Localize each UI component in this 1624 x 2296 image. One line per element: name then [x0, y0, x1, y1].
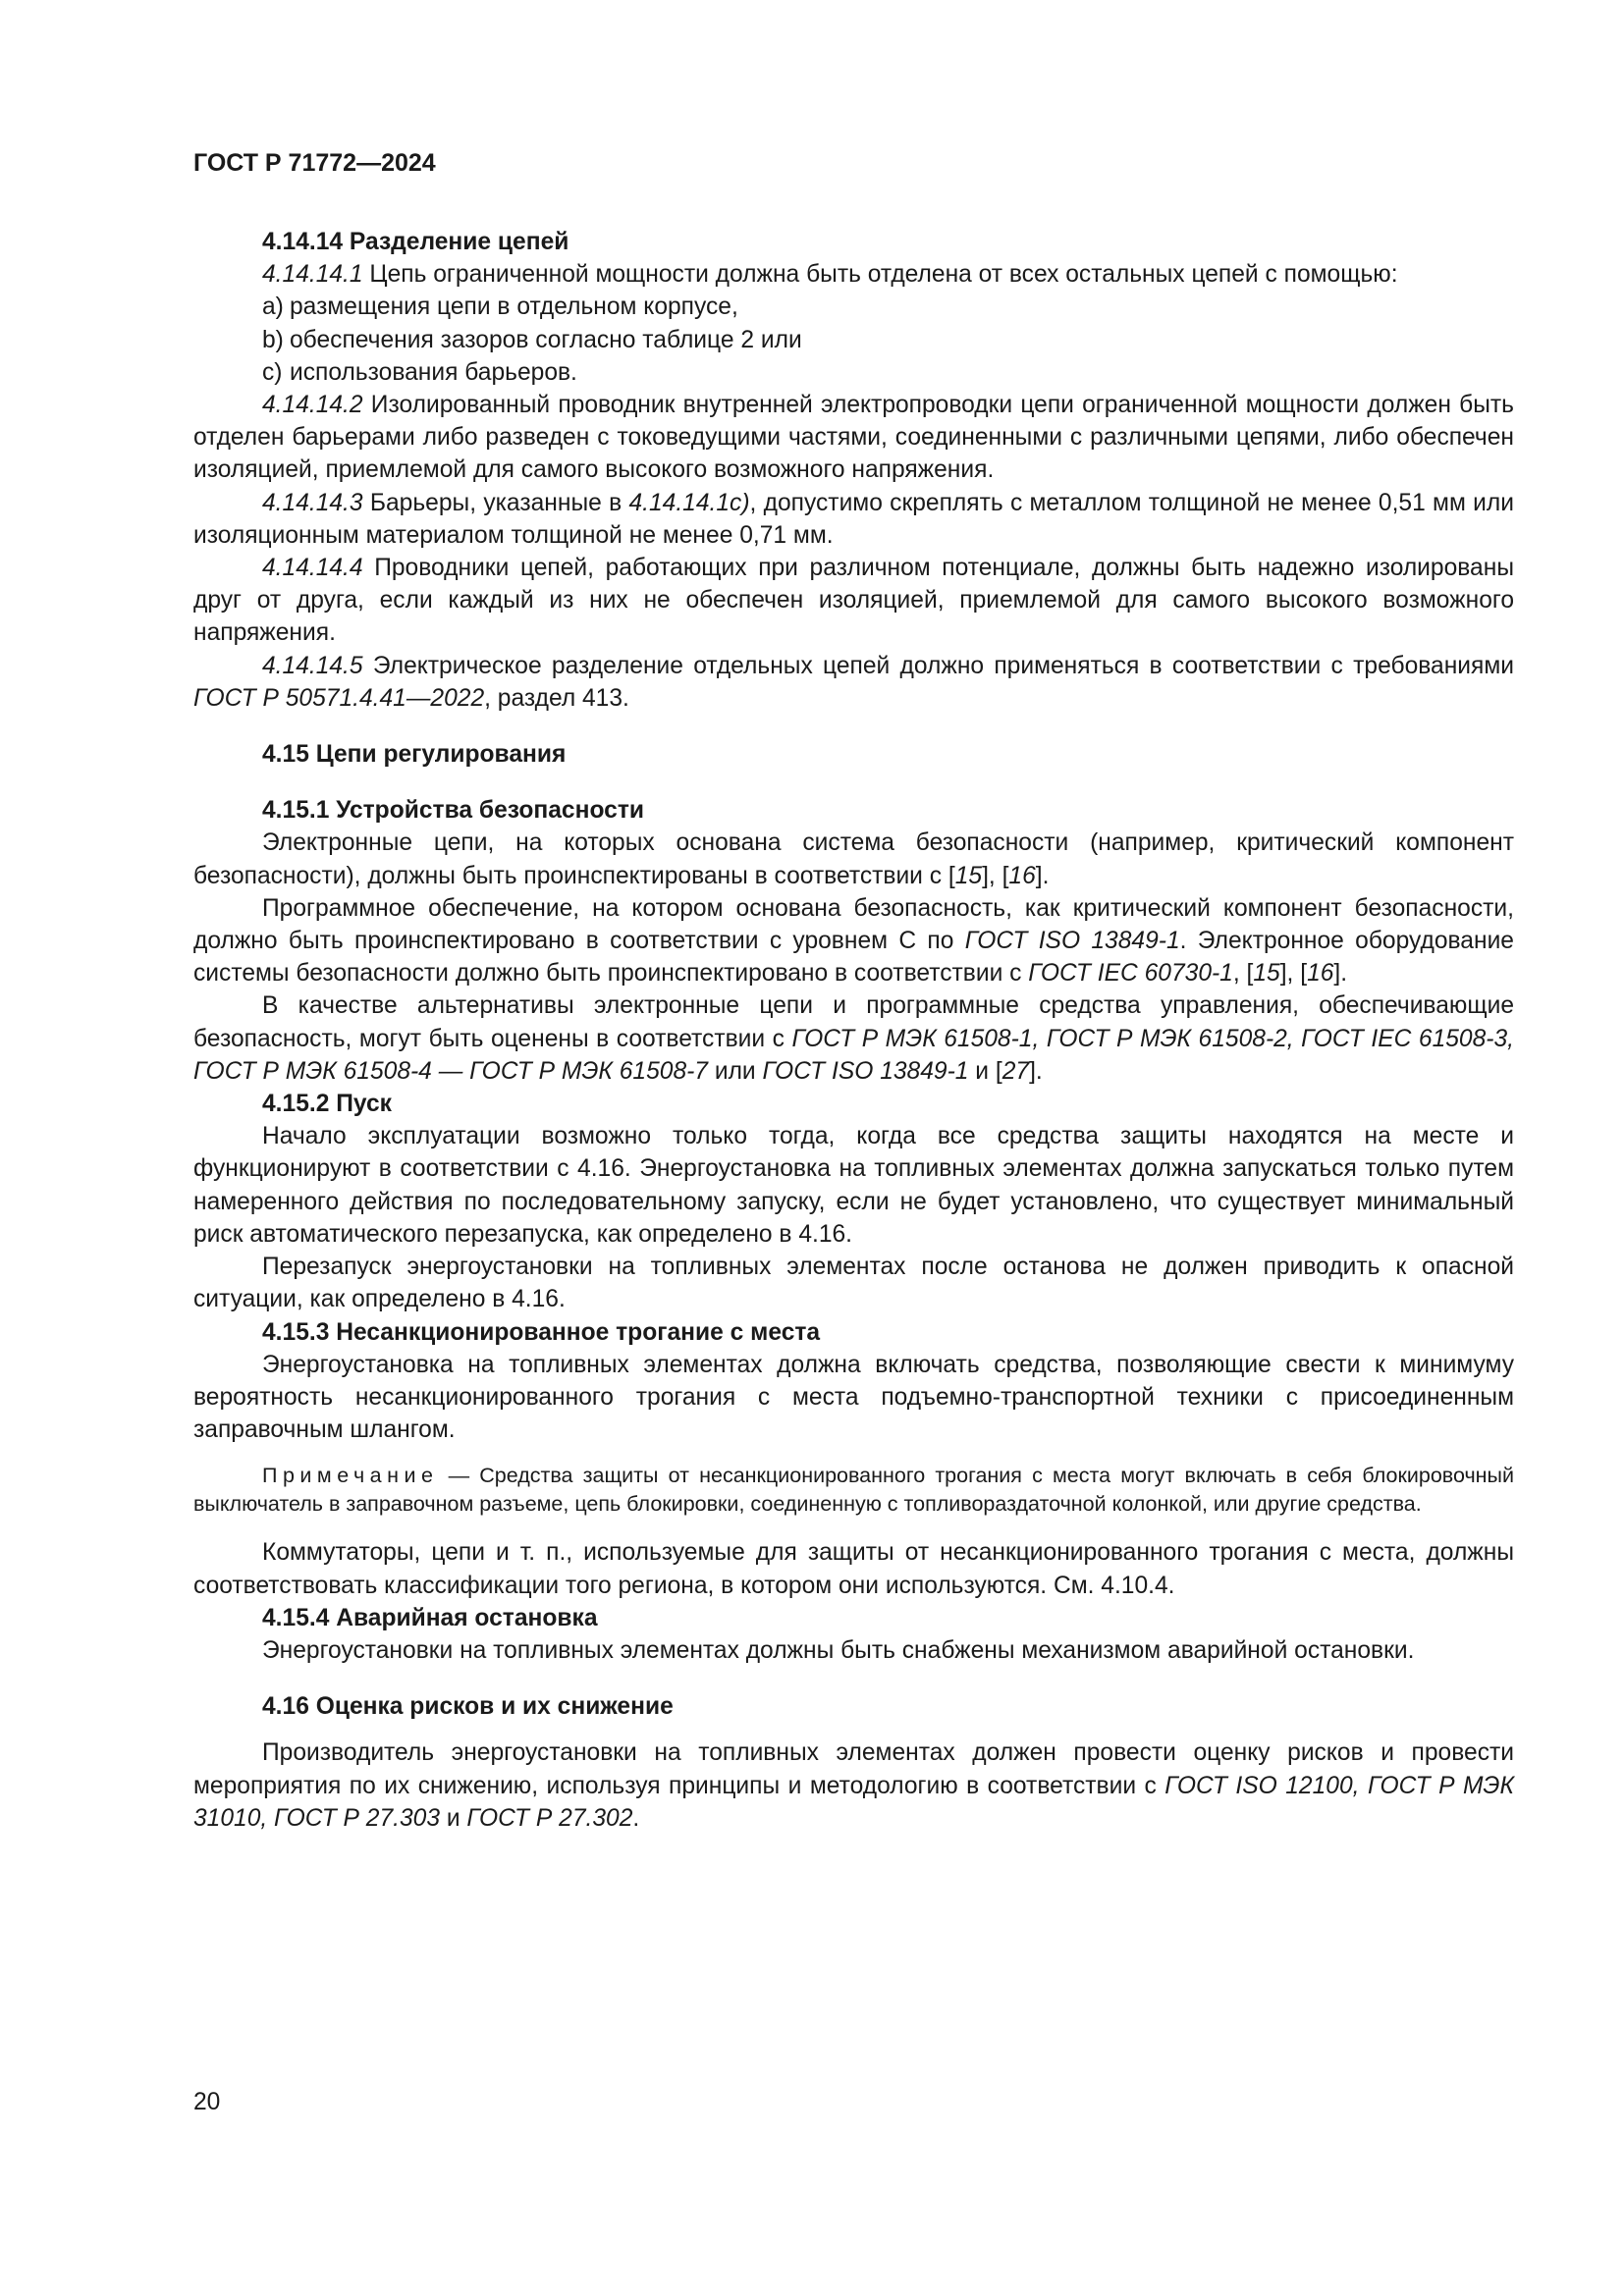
paragraph: Программное обеспечение, на котором основана безопасность, как критический компонент безопасности, должно быть проинспектировано в соответствии с уровнем С по ГОСТ ISO 13849-1. Электронное оборудование системы безопасности должно быть проинспектировано в соответствии с ГОСТ IEC 60730-1, [15], [16].	[193, 894, 1514, 988]
cross-reference: 4.14.14.1c)	[628, 489, 750, 516]
paragraph: Начало эксплуатации возможно только тогда, когда все средства защиты находятся на месте и функционируют в соответствии с 4.16. Энергоустановка на топливных элементах должна запускаться только путем намеренного действия по последовательному запуску, если не будет установлено, что существует минимальный риск автоматического перезапуска, как определено в 4.16.	[193, 1123, 1514, 1248]
paragraph: Энергоустановки на топливных элементах должны быть снабжены механизмом аварийной остановки.	[262, 1636, 1415, 1664]
paragraph-4-14-14-4: 4.14.14.4 Проводники цепей, работающих при различном потенциале, должны быть надежно изолированы друг от друга, если каждый из них не обеспечен изоляцией, приемлемой для самого высокого возможного напряжения.	[193, 555, 1514, 647]
paragraph: Энергоустановка на топливных элементах должна включать средства, позволяющие свести к минимуму вероятность несанкционированного трогания с места подъемно-транспортной техники с присоединенным заправочным шлангом.	[193, 1351, 1514, 1444]
paragraph: Перезапуск энергоустановки на топливных элементах после останова не должен приводить к опасной ситуации, как определено в 4.16.	[193, 1254, 1514, 1313]
section-heading-4-14-14: 4.14.14 Разделение цепей	[262, 229, 569, 255]
document-body	[193, 226, 1514, 1835]
standard-reference: ГОСТ ISO 12100, ГОСТ Р МЭК 31010, ГОСТ Р 27.303	[193, 1772, 1514, 1832]
clause-number: 4.14.14.1	[262, 261, 363, 289]
standard-reference: ГОСТ Р МЭК 61508-1, ГОСТ Р МЭК 61508-2, ГОСТ IEC 61508-3, ГОСТ Р МЭК 61508-4 — ГОСТ Р МЭК 61508-7	[193, 1025, 1514, 1085]
paragraph: Электронные цепи, на которых основана система безопасности (например, критический компонент безопасности), должны быть проинспектированы в соответствии с [15], [16].	[193, 829, 1514, 889]
standard-reference: ГОСТ ISO 13849-1	[762, 1057, 969, 1085]
paragraph-4-14-14-2: 4.14.14.2 Изолированный проводник внутренней электропроводки цепи ограниченной мощности должен быть отделен барьерами либо разведен с токоведущими частями, соединенными с различными цепями, либо обеспечен изоляцией, приемлемой для самого высокого возможного напряжения.	[193, 392, 1514, 484]
standard-reference: ГОСТ Р 50571.4.41—2022	[193, 684, 485, 712]
clause-number: 4.14.14.4	[262, 555, 363, 582]
paragraph-4-14-14-5: 4.14.14.5 Электрическое разделение отдельных цепей должно применяться в соответствии с требованиями ГОСТ Р 50571.4.41—2022, раздел 413.	[193, 652, 1514, 712]
document-header: ГОСТ Р 71772—2024	[193, 149, 436, 177]
section-heading-4-15-4: 4.15.4 Аварийная остановка	[262, 1604, 598, 1631]
section-heading-4-15-3: 4.15.3 Несанкционированное трогание с места	[262, 1318, 821, 1346]
section-heading-4-15-1: 4.15.1 Устройства безопасности	[262, 797, 644, 825]
paragraph-4-14-14-3: 4.14.14.3 Барьеры, указанные в 4.14.14.1c), допустимо скреплять с металлом толщиной не менее 0,51 мм или изоляционным материалом толщиной не менее 0,71 мм.	[193, 489, 1514, 549]
section-heading-4-16: 4.16 Оценка рисков и их снижение	[262, 1693, 674, 1721]
standard-reference: ГОСТ Р 27.302	[466, 1804, 633, 1832]
spacer	[193, 1723, 1514, 1736]
note-label: Примечание	[262, 1464, 439, 1488]
section-heading-4-15: 4.15 Цепи регулирования	[262, 741, 567, 769]
paragraph: Коммутаторы, цепи и т. п., используемые для защиты от несанкционированного трогания с места, должны соответствовать классификации того региона, в котором они используются. См. 4.10.4.	[193, 1539, 1514, 1599]
list-item: b) обеспечения зазоров согласно таблице 2 или	[262, 326, 802, 353]
document-page	[193, 147, 1514, 1835]
clause-number: 4.14.14.5	[262, 652, 363, 679]
clause-number: 4.14.14.2	[262, 392, 363, 419]
standard-reference: ГОСТ IEC 60730-1	[1028, 960, 1233, 988]
paragraph-4-14-14-1: 4.14.14.1 Цепь ограниченной мощности должна быть отделена от всех остальных цепей с помощью:	[262, 261, 1398, 289]
list-item: c) использования барьеров.	[262, 358, 577, 386]
section-heading-4-15-2: 4.15.2 Пуск	[262, 1091, 392, 1118]
note: Примечание — Средства защиты от несанкционированного трогания с места могут включать в себя блокировочный выключатель в заправочном разъеме, цепь блокировки, соединенную с топливораздаточной колонкой, или другие средства.	[193, 1464, 1514, 1517]
paragraph: Производитель энергоустановки на топливных элементах должен провести оценку рисков и провести мероприятия по их снижению, используя принципы и методологию в соответствии с ГОСТ ISO 12100, ГОСТ Р МЭК 31010, ГОСТ Р 27.303 и ГОСТ Р 27.302.	[193, 1739, 1514, 1832]
list-item: a) размещения цепи в отдельном корпусе,	[262, 294, 738, 321]
page-number: 20	[193, 2089, 221, 2115]
standard-reference: ГОСТ ISO 13849-1	[964, 928, 1180, 955]
paragraph: В качестве альтернативы электронные цепи и программные средства управления, обеспечивающие безопасность, могут быть оценены в соответствии с ГОСТ Р МЭК 61508-1, ГОСТ Р МЭК 61508-2, ГОСТ IEC 61508-3, ГОСТ Р МЭК 61508-4 — ГОСТ Р МЭК 61508-7 или ГОСТ ISO 13849-1 и [27].	[193, 992, 1514, 1085]
clause-number: 4.14.14.3	[262, 489, 363, 516]
